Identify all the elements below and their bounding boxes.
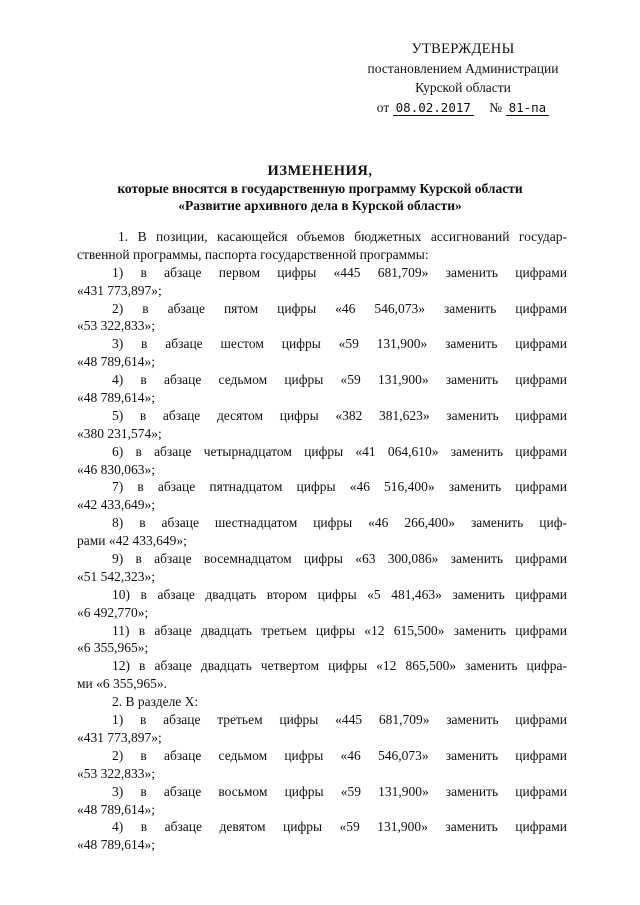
approval-line-2: Курской области: [415, 80, 511, 95]
text-line: 5) в абзаце десятом цифры «382 381,623» заменить цифрами: [112, 407, 567, 423]
heading-line-2: «Развитие архивного дела в Курской области»: [178, 198, 462, 213]
text-line: 7) в абзаце пятнадцатом цифры «46 516,400» заменить цифрами: [112, 479, 567, 495]
document-body: [77, 228, 567, 854]
text-line: 4) в абзаце девятом цифры «59 131,900» заменить цифрами: [112, 819, 567, 835]
text-line: «53 322,833»;: [77, 765, 156, 781]
approval-date-line: [333, 98, 593, 117]
text-line: 12) в абзаце двадцать четвертом цифры «12 865,500» заменить цифра-: [112, 658, 567, 674]
text-line: 9) в абзаце восемнадцатом цифры «63 300,086» заменить цифрами: [112, 551, 567, 567]
text-line: рами «42 433,649»;: [77, 533, 187, 549]
text-line: 8) в абзаце шестнадцатом цифры «46 266,400» заменить циф-: [112, 515, 567, 531]
text-line: 6) в абзаце четырнадцатом цифры «41 064,610» заменить цифрами: [112, 443, 567, 459]
text-line: 3) в абзаце восьмом цифры «59 131,900» заменить цифрами: [112, 783, 567, 799]
text-line: «48 789,614»;: [77, 390, 156, 406]
text-line: «431 773,897»;: [77, 282, 162, 298]
approval-stamp: [333, 40, 593, 117]
date-prefix: от: [376, 100, 390, 115]
text-line: «42 433,649»;: [77, 497, 156, 513]
approval-title: УТВЕРЖДЕНЫ: [411, 41, 515, 57]
text-line: «48 789,614»;: [77, 801, 156, 817]
heading-line-1: которые вносятся в государственную программу Курской области: [117, 181, 523, 196]
text-line: «53 322,833»;: [77, 318, 156, 334]
text-line: «6 355,965»;: [77, 640, 149, 656]
text-line: 10) в абзаце двадцать втором цифры «5 481,463» заменить цифрами: [112, 586, 567, 602]
text-line: «46 830,063»;: [77, 461, 156, 477]
text-line: «48 789,614»;: [77, 354, 156, 370]
text-line: 2) в абзаце седьмом цифры «46 546,073» заменить цифрами: [112, 747, 567, 763]
approval-date: 08.02.2017: [393, 100, 474, 116]
number-prefix: №: [489, 100, 503, 115]
text-line: «380 231,574»;: [77, 425, 162, 441]
text-line: 1) в абзаце первом цифры «445 681,709» заменить цифрами: [112, 264, 567, 280]
text-line: «51 542,323»;: [77, 568, 156, 584]
text-line: 2. В разделе X:: [112, 694, 199, 710]
text-line: «431 773,897»;: [77, 729, 162, 745]
heading-title: ИЗМЕНЕНИЯ,: [267, 163, 373, 179]
text-line: ми «6 355,965».: [77, 676, 168, 692]
text-line: ственной программы, паспорта государственной программы:: [77, 246, 429, 262]
approval-number: 81-па: [506, 100, 550, 116]
text-line: «6 492,770»;: [77, 604, 149, 620]
text-line: «48 789,614»;: [77, 837, 156, 853]
text-line: 1) в абзаце третьем цифры «445 681,709» заменить цифрами: [112, 712, 567, 728]
document-heading: [70, 163, 570, 214]
approval-line-1: постановлением Администрации: [367, 61, 559, 76]
text-line: 11) в абзаце двадцать третьем цифры «12 615,500» заменить цифрами: [112, 622, 567, 638]
text-line: 4) в абзаце седьмом цифры «59 131,900» заменить цифрами: [112, 372, 567, 388]
text-line: 2) в абзаце пятом цифры «46 546,073» заменить цифрами: [112, 300, 567, 316]
text-line: 3) в абзаце шестом цифры «59 131,900» заменить цифрами: [112, 336, 567, 352]
text-line: 1. В позиции, касающейся объемов бюджетных ассигнований государ-: [118, 229, 567, 244]
